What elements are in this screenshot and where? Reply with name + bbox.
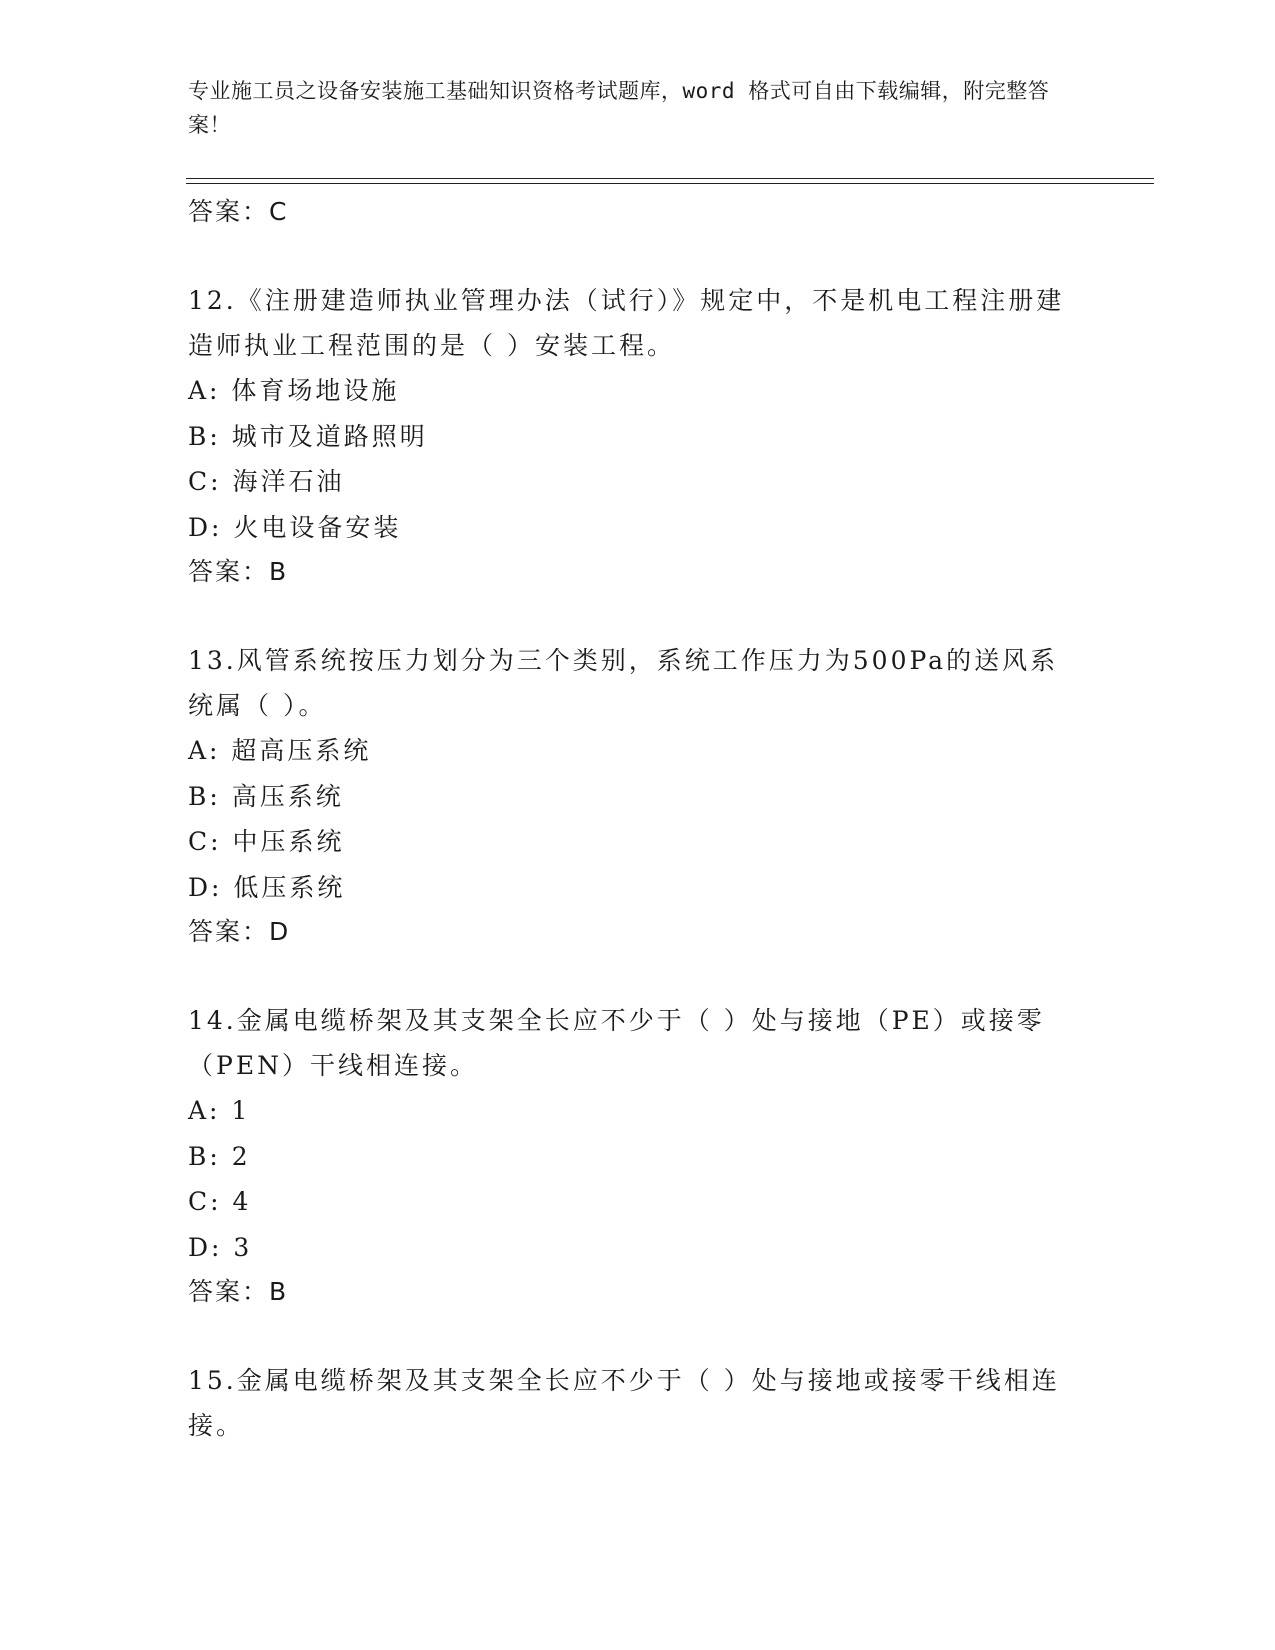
document-header: 专业施工员之设备安装施工基础知识资格考试题库，word 格式可自由下载编辑，附完整答案！ — [188, 79, 1050, 137]
answer-line: 答案：B — [188, 1277, 289, 1306]
answer-line: 答案：B — [188, 557, 289, 586]
option-c: C: 4 — [188, 1187, 252, 1216]
question-block — [188, 638, 1088, 954]
option-a: A: 超高压系统 — [188, 736, 372, 765]
question-block — [188, 1358, 1088, 1448]
question-text: 13.风管系统按压力划分为三个类别，系统工作压力为500Pa的送风系统属（ ）。 — [188, 646, 1059, 720]
question-text: 14.金属电缆桥架及其支架全长应不少于（ ）处与接地（PE）或接零（PEN）干线相连接。 — [188, 1006, 1045, 1080]
option-d: D: 火电设备安装 — [188, 512, 402, 542]
header-divider-top — [186, 178, 1154, 179]
option-d: D: 低压系统 — [188, 872, 346, 902]
option-c: C: 海洋石油 — [188, 467, 345, 496]
option-b: B: 高压系统 — [188, 781, 344, 811]
answer-line: 答案：D — [188, 917, 291, 946]
option-a: A: 1 — [188, 1096, 251, 1125]
question-text: 15.金属电缆桥架及其支架全长应不少于（ ）处与接地或接零干线相连接。 — [188, 1366, 1060, 1440]
question-block — [188, 278, 1088, 594]
option-a: A: 体育场地设施 — [188, 376, 400, 405]
option-c: C: 中压系统 — [188, 827, 345, 856]
header-divider-bottom — [186, 183, 1154, 184]
question-list — [188, 190, 1088, 1448]
answer-line: 答案：C — [188, 197, 289, 226]
option-b: B: 2 — [188, 1141, 251, 1171]
question-block — [188, 998, 1088, 1314]
option-d: D: 3 — [188, 1232, 253, 1262]
option-b: B: 城市及道路照明 — [188, 421, 428, 451]
question-text: 12.《注册建造师执业管理办法（试行）》规定中，不是机电工程注册建造师执业工程范围的是（ ）安装工程。 — [188, 286, 1065, 360]
